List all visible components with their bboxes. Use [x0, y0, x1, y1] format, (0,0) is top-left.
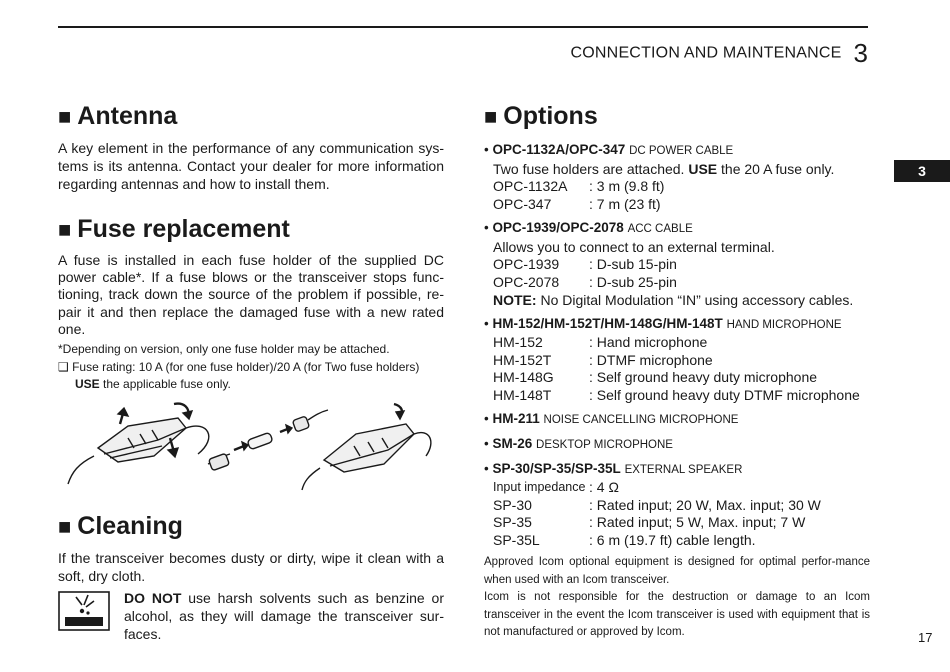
option-model: HM-211 — [492, 411, 540, 426]
option-line: Allows you to connect to an external terminal. — [493, 239, 775, 255]
fuse-replacement-illustration — [58, 398, 444, 492]
fuse-use-rest: the applicable fuse only. — [99, 377, 231, 392]
square-bullet-icon: ■ — [58, 514, 72, 540]
option-hm152 — [484, 315, 870, 404]
approved-equipment-note: Approved Icom optional equipment is designed for optimal perfor-mance when used with an Icom transceiver. — [484, 556, 870, 586]
spec-value: : 4 Ω — [589, 479, 619, 495]
spec-key: SP-30 — [493, 496, 532, 513]
option-line-bold: USE — [688, 161, 718, 177]
cleaning-warning — [58, 589, 444, 643]
options-heading-text: Options — [503, 102, 598, 130]
options-heading — [484, 100, 870, 133]
spec-row — [484, 274, 870, 292]
fuse-rating: ❑ Fuse rating: 10 A (for one fuse holder)/20 A (for Two fuse holders) — [58, 360, 420, 375]
spec-row — [484, 497, 870, 515]
chapter-title: CONNECTION AND MAINTENANCE — [570, 44, 842, 62]
square-bullet-icon: ■ — [58, 217, 72, 242]
spec-value: : Rated input; 20 W, Max. input; 30 W — [589, 496, 821, 513]
option-desc: NOISE CANCELLING MICROPHONE — [543, 414, 739, 426]
spec-value: : Self ground heavy duty DTMF microphone — [589, 386, 860, 403]
cleaning-heading — [58, 510, 444, 543]
warning-bold: DO NOT — [124, 590, 182, 607]
antenna-section — [58, 100, 444, 193]
option-hm211 — [484, 410, 870, 429]
fuse-text: A fuse is installed in each fuse holder of the supplied DC power cable*. If a fuse blows or the transceiver stops func-tioning, track down the source of the problem if possible, re-pair it and then replace the damaged fuse with a new rated one. — [58, 252, 444, 337]
left-column — [58, 100, 444, 643]
fuse-footnote: *Depending on version, only one fuse holder may be attached. — [58, 342, 390, 357]
option-desc: HAND MICROPHONE — [726, 319, 842, 331]
fuse-heading-text: Fuse replacement — [77, 215, 290, 243]
right-column — [484, 100, 870, 642]
spec-key: HM-152T — [493, 351, 552, 368]
option-header: • HM-152/HM-152T/HM-148G/HM-148T HAND MICROPHONE — [484, 316, 842, 331]
cleaning-heading-text: Cleaning — [77, 512, 183, 541]
option-header: • SM-26 DESKTOP MICROPHONE — [484, 436, 673, 451]
spec-value: : 6 m (19.7 ft) cable length. — [589, 531, 756, 548]
option-header: • HM-211 NOISE CANCELLING MICROPHONE — [484, 411, 739, 426]
chapter-header — [0, 38, 868, 69]
spec-value: : Rated input; 5 W, Max. input; 7 W — [589, 514, 806, 530]
square-bullet-icon: ■ — [484, 104, 498, 129]
spec-value: : DTMF microphone — [589, 351, 713, 368]
note-bold: NOTE: — [493, 292, 537, 308]
option-line-b: the 20 A fuse only. — [717, 161, 835, 177]
option-note — [484, 291, 870, 309]
top-rule — [58, 26, 868, 28]
spec-key: HM-148T — [493, 386, 552, 403]
option-opc1132 — [484, 141, 870, 213]
spec-value: : 3 m (9.8 ft) — [589, 178, 665, 194]
antenna-heading — [58, 100, 444, 133]
spec-row — [484, 532, 870, 550]
option-line — [484, 160, 870, 178]
fuse-use-bold: USE — [75, 377, 100, 392]
option-sp30 — [484, 460, 870, 549]
spec-value: : Hand microphone — [589, 334, 708, 350]
spec-row — [484, 196, 870, 214]
note-rest: No Digital Modulation “IN” using accessory cables. — [536, 292, 854, 308]
disclaimer-note: Icom is not responsible for the destruction or damage to an Icom transceiver in the event the Icom transceiver is used with equipment that is not manufactured or approved by Icom. — [484, 591, 870, 638]
antenna-heading-text: Antenna — [77, 102, 178, 130]
spec-key: OPC-1939 — [493, 256, 560, 272]
spec-row — [484, 256, 870, 274]
spec-key: HM-148G — [493, 369, 554, 385]
spec-row — [484, 352, 870, 370]
option-model: HM-152/HM-152T/HM-148G/HM-148T — [492, 316, 723, 331]
cleaning-warning-text — [124, 589, 444, 643]
spec-value: : D-sub 25-pin — [589, 273, 677, 290]
option-header: • SP-30/SP-35/SP-35L EXTERNAL SPEAKER — [484, 461, 743, 476]
spec-row — [484, 334, 870, 352]
spec-row — [484, 514, 870, 532]
cleaning-text: If the transceiver becomes dusty or dirty, wipe it clean with a soft, dry cloth. — [58, 550, 444, 585]
spec-row — [484, 369, 870, 387]
page-number: 17 — [918, 630, 933, 645]
spec-value: : D-sub 15-pin — [589, 256, 677, 272]
chapter-side-tab: 3 — [894, 160, 950, 182]
chapter-number: 3 — [853, 38, 868, 68]
spec-value: : Self ground heavy duty microphone — [589, 369, 818, 385]
spec-key: SP-35 — [493, 514, 532, 530]
spec-row — [484, 387, 870, 405]
option-model: SM-26 — [492, 436, 533, 451]
spec-key: OPC-2078 — [493, 273, 560, 290]
option-model: OPC-1939/OPC-2078 — [492, 220, 624, 235]
spec-row — [484, 178, 870, 196]
option-desc: DC POWER CABLE — [629, 145, 734, 157]
spec-key: Input impedance — [493, 480, 586, 494]
spec-key: HM-152 — [493, 334, 543, 350]
fuse-section — [58, 213, 444, 492]
spec-value: : 7 m (23 ft) — [589, 195, 661, 212]
spec-key: OPC-1132A — [493, 178, 568, 194]
antenna-text: A key element in the performance of any communication sys-tems is its antenna. Contact your dealer for more information regarding antennas and how to install them. — [58, 140, 444, 192]
spec-row — [484, 479, 870, 497]
cleaning-section — [58, 510, 444, 643]
option-model: SP-30/SP-35/SP-35L — [492, 461, 621, 476]
option-header: • OPC-1132A/OPC-347 DC POWER CABLE — [484, 142, 734, 157]
option-line-a: Two fuse holders are attached. — [493, 161, 689, 177]
fuse-heading — [58, 213, 444, 246]
chemical-warning-icon — [58, 591, 110, 631]
option-opc1939 — [484, 219, 870, 309]
option-desc: ACC CABLE — [627, 223, 693, 235]
option-model: OPC-1132A/OPC-347 — [492, 142, 626, 157]
option-sm26 — [484, 435, 870, 454]
warning-rest: use harsh solvents such as benzine or alcohol, as they will damage the transceiver sur-faces. — [124, 590, 444, 643]
spec-key: OPC-347 — [493, 195, 552, 212]
spec-key: SP-35L — [493, 531, 540, 548]
fuse-use-note — [58, 376, 444, 392]
option-header: • OPC-1939/OPC-2078 ACC CABLE — [484, 220, 693, 235]
option-desc: EXTERNAL SPEAKER — [624, 464, 743, 476]
square-bullet-icon: ■ — [58, 104, 72, 129]
option-desc: DESKTOP MICROPHONE — [536, 439, 673, 451]
